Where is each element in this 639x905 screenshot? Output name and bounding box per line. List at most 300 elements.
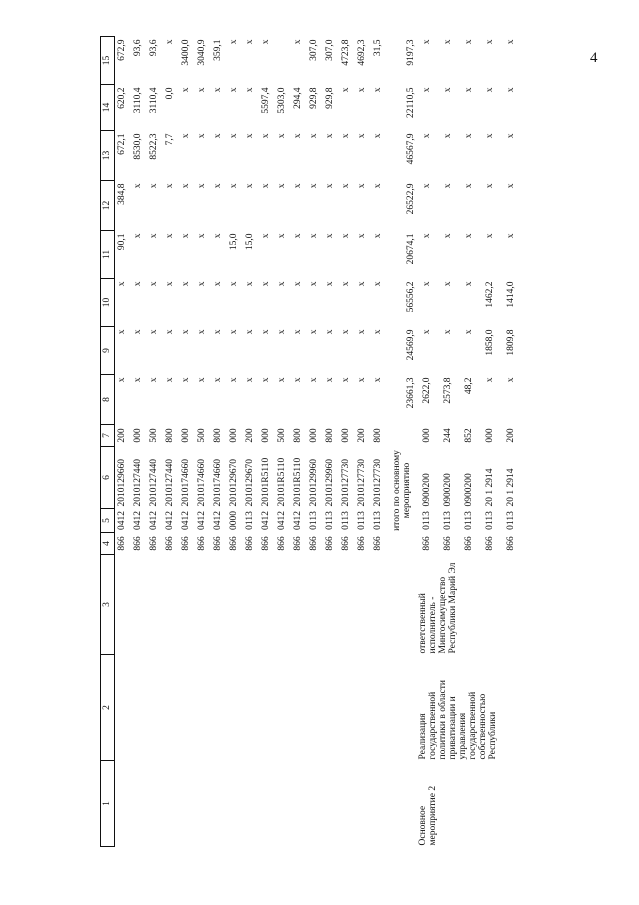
amount-cell: х: [181, 233, 192, 239]
amount-cell: х: [309, 183, 320, 189]
amount-cell: х: [117, 329, 128, 335]
amount-cell: х: [463, 233, 474, 239]
empty-cell: [147, 555, 163, 655]
amount-cell: 7,7: [165, 133, 176, 146]
amount-cell: х: [293, 329, 304, 335]
expense-type-code: 800: [213, 428, 224, 443]
column-header-8: 8: [101, 375, 115, 425]
amount-cell: х: [341, 183, 352, 189]
amount-cell: х: [293, 133, 304, 139]
column-header-3: 3: [101, 555, 115, 655]
section-code: 0412: [133, 511, 144, 530]
empty-cell: [179, 555, 195, 655]
column-header-6: 6: [101, 447, 115, 509]
amount-cell: 3110,4: [133, 87, 144, 114]
expense-type-code: 800: [325, 428, 336, 443]
column-header-12: 12: [101, 181, 115, 231]
amount-cell: х: [463, 281, 474, 287]
amount-cell: х: [309, 233, 320, 239]
amount-cell: х: [165, 377, 176, 383]
amount-cell: х: [421, 233, 432, 239]
grbs-code: 866: [277, 536, 288, 551]
amount-cell: х: [197, 183, 208, 189]
grbs-code: 866: [293, 536, 304, 551]
amount-cell: х: [373, 133, 384, 139]
amount-cell: 4692,3: [357, 39, 368, 66]
expense-type-code: 200: [117, 428, 128, 443]
empty-cell: [243, 655, 259, 761]
measure-name: Основное мероприятие 2: [418, 785, 438, 846]
amount-cell: х: [229, 183, 240, 189]
amount-cell: х: [165, 233, 176, 239]
grbs-code: 866: [117, 536, 128, 551]
target-article-code: 2010129960: [309, 459, 320, 507]
amount-cell: 929,8: [325, 87, 336, 109]
amount-cell: х: [181, 133, 192, 139]
amount-cell: х: [245, 183, 256, 189]
amount-cell: 0,0: [165, 87, 176, 100]
empty-cell: [323, 761, 339, 847]
amount-cell: х: [165, 183, 176, 189]
total-label: итого по основному мероприятию: [391, 450, 412, 531]
amount-cell: х: [309, 329, 320, 335]
column-header-2: 2: [101, 655, 115, 761]
amount-cell: х: [229, 377, 240, 383]
grbs-code: 866: [197, 536, 208, 551]
section-code: 0113: [245, 511, 256, 530]
column-header-10: 10: [101, 279, 115, 327]
expense-type-code: 200: [357, 428, 368, 443]
target-article-code: 2010129670: [245, 459, 256, 507]
table-row: [355, 37, 371, 847]
amount-cell: х: [213, 281, 224, 287]
empty-cell: [195, 761, 211, 847]
target-article-code: 0900200: [463, 473, 474, 507]
target-article-code: 2010129670: [229, 459, 240, 507]
amount-cell: х: [341, 281, 352, 287]
total-amount: 56556,2: [406, 281, 417, 313]
table-row: [179, 37, 195, 847]
section-code: 0113: [484, 511, 495, 530]
amount-cell: х: [325, 183, 336, 189]
amount-cell: 1809,8: [505, 329, 516, 356]
target-article-code: 2010174660: [213, 459, 224, 507]
total-amount: 24569,9: [406, 329, 417, 361]
amount-cell: х: [245, 329, 256, 335]
amount-cell: х: [133, 233, 144, 239]
empty-cell: [179, 761, 195, 847]
section-code: 0412: [149, 511, 160, 530]
empty-cell: [275, 655, 291, 761]
amount-cell: х: [149, 233, 160, 239]
amount-cell: 8530,0: [133, 133, 144, 160]
expense-type-code: 800: [165, 428, 176, 443]
grbs-code: 866: [149, 536, 160, 551]
table-row: [339, 37, 355, 847]
amount-cell: х: [293, 39, 304, 45]
amount-cell: 3400,0: [181, 39, 192, 66]
total-amount: 26522,9: [406, 183, 417, 215]
target-article-code: 0900200: [442, 473, 453, 507]
amount-cell: 359,1: [213, 39, 224, 61]
empty-cell: [179, 655, 195, 761]
table-body: [115, 37, 523, 847]
section-code: 0113: [442, 511, 453, 530]
budget-table: [100, 36, 522, 847]
column-header-11: 11: [101, 231, 115, 279]
section-code: 0113: [373, 511, 384, 530]
expense-type-code: 500: [277, 428, 288, 443]
empty-cell: [371, 761, 387, 847]
amount-cell: х: [133, 183, 144, 189]
amount-cell: х: [357, 87, 368, 93]
amount-cell: 5303,0: [277, 87, 288, 114]
amount-cell: х: [277, 183, 288, 189]
amount-cell: 8522,3: [149, 133, 160, 160]
amount-cell: х: [505, 87, 516, 93]
amount-cell: х: [261, 329, 272, 335]
empty-cell: [147, 655, 163, 761]
header-row: [101, 37, 115, 847]
expense-type-code: 000: [421, 428, 432, 443]
empty-cell: [275, 555, 291, 655]
empty-cell: [115, 655, 132, 761]
amount-cell: х: [373, 87, 384, 93]
amount-cell: х: [181, 377, 192, 383]
amount-cell: х: [442, 87, 453, 93]
amount-cell: х: [341, 233, 352, 239]
expense-type-code: 500: [149, 428, 160, 443]
column-header-4: 4: [101, 533, 115, 555]
empty-cell: [307, 761, 323, 847]
empty-cell: [115, 761, 132, 847]
amount-cell: 93,6: [133, 39, 144, 57]
empty-cell: [323, 655, 339, 761]
column-header-7: 7: [101, 425, 115, 447]
target-article-code: 2010127440: [149, 459, 160, 507]
amount-cell: 1414,0: [505, 281, 516, 308]
grbs-code: 866: [181, 536, 192, 551]
grbs-code: 866: [245, 536, 256, 551]
amount-cell: х: [197, 329, 208, 335]
expense-type-code: 000: [261, 428, 272, 443]
amount-cell: х: [261, 39, 272, 45]
amount-cell: 294,4: [293, 87, 304, 109]
total-amount: 22110,5: [406, 87, 417, 119]
amount-cell: х: [373, 281, 384, 287]
empty-cell: [195, 655, 211, 761]
section-code: 0412: [293, 511, 304, 530]
amount-cell: 929,8: [309, 87, 320, 109]
amount-cell: х: [373, 183, 384, 189]
expense-type-code: 000: [309, 428, 320, 443]
amount-cell: 3040,9: [197, 39, 208, 66]
section-code: 0412: [197, 511, 208, 530]
amount-cell: х: [277, 233, 288, 239]
grbs-code: 866: [309, 536, 320, 551]
empty-cell: [227, 761, 243, 847]
amount-cell: х: [245, 133, 256, 139]
section-code: 0113: [341, 511, 352, 530]
empty-cell: [371, 655, 387, 761]
amount-cell: х: [442, 233, 453, 239]
empty-cell: [291, 555, 307, 655]
section-code: 0113: [325, 511, 336, 530]
target-article-code: 2010129960: [325, 459, 336, 507]
empty-cell: [291, 761, 307, 847]
target-article-code: 2010127440: [133, 459, 144, 507]
table-row: [307, 37, 323, 847]
target-article-code: 20101R5110: [293, 457, 304, 507]
amount-cell: х: [213, 87, 224, 93]
amount-cell: 48,2: [463, 377, 474, 395]
amount-cell: х: [277, 281, 288, 287]
empty-cell: [307, 555, 323, 655]
amount-cell: х: [261, 281, 272, 287]
target-article-code: 0900200: [421, 473, 432, 507]
empty-cell: [339, 655, 355, 761]
amount-cell: 31,5: [373, 39, 384, 57]
amount-cell: х: [442, 329, 453, 335]
empty-cell: [211, 555, 227, 655]
table-row: [259, 37, 275, 847]
expense-type-code: 000: [341, 428, 352, 443]
table-row: [115, 37, 132, 847]
grbs-code: 866: [229, 536, 240, 551]
amount-cell: х: [463, 87, 474, 93]
amount-cell: х: [181, 329, 192, 335]
table-row: [291, 37, 307, 847]
empty-cell: [211, 761, 227, 847]
amount-cell: х: [197, 87, 208, 93]
amount-cell: х: [325, 133, 336, 139]
amount-cell: х: [357, 329, 368, 335]
amount-cell: х: [245, 39, 256, 45]
amount-cell: х: [357, 133, 368, 139]
table-row: [227, 37, 243, 847]
target-article-code: 2010174660: [197, 459, 208, 507]
table-row: [275, 37, 291, 847]
amount-cell: х: [213, 133, 224, 139]
amount-cell: 3110,4: [149, 87, 160, 114]
amount-cell: х: [245, 377, 256, 383]
target-article-code: 20101R5110: [261, 457, 272, 507]
grbs-code: 866: [165, 536, 176, 551]
expense-type-code: 000: [133, 428, 144, 443]
amount-cell: х: [341, 133, 352, 139]
empty-cell: [131, 555, 147, 655]
table-row: [417, 37, 438, 847]
amount-cell: х: [341, 377, 352, 383]
amount-cell: х: [357, 281, 368, 287]
empty-cell: [387, 655, 417, 761]
amount-cell: х: [165, 329, 176, 335]
amount-cell: х: [261, 377, 272, 383]
amount-cell: х: [325, 233, 336, 239]
amount-cell: х: [117, 281, 128, 287]
column-header-15: 15: [101, 37, 115, 85]
amount-cell: х: [197, 377, 208, 383]
grbs-code: 866: [442, 536, 453, 551]
empty-cell: [211, 655, 227, 761]
amount-cell: х: [261, 133, 272, 139]
amount-cell: х: [442, 281, 453, 287]
amount-cell: х: [181, 281, 192, 287]
amount-cell: х: [197, 281, 208, 287]
amount-cell: 1858,0: [484, 329, 495, 356]
amount-cell: х: [463, 39, 474, 45]
amount-cell: 15,0: [229, 233, 240, 251]
empty-cell: [227, 555, 243, 655]
table-row: [131, 37, 147, 847]
measure-executor: ответственный исполнитель - Мингосимущество Республики Марий Эл: [418, 562, 458, 654]
amount-cell: х: [133, 377, 144, 383]
amount-cell: х: [341, 87, 352, 93]
amount-cell: х: [213, 233, 224, 239]
amount-cell: х: [213, 329, 224, 335]
amount-cell: х: [197, 133, 208, 139]
amount-cell: х: [442, 133, 453, 139]
amount-cell: х: [373, 329, 384, 335]
empty-cell: [163, 761, 179, 847]
amount-cell: 307,0: [309, 39, 320, 61]
budget-table-rotated: [100, 37, 620, 847]
amount-cell: х: [149, 377, 160, 383]
amount-cell: х: [442, 39, 453, 45]
grbs-code: 866: [484, 536, 495, 551]
measure-description: Реализация государственной политики в области приватизации и управления государственной собственностью Республики: [418, 680, 498, 760]
amount-cell: х: [165, 281, 176, 287]
amount-cell: х: [181, 87, 192, 93]
page-number: 4: [590, 50, 598, 66]
expense-type-code: 500: [197, 428, 208, 443]
amount-cell: х: [484, 39, 495, 45]
amount-cell: х: [181, 183, 192, 189]
amount-cell: х: [484, 183, 495, 189]
amount-cell: х: [421, 281, 432, 287]
amount-cell: х: [341, 329, 352, 335]
amount-cell: х: [442, 183, 453, 189]
amount-cell: х: [229, 87, 240, 93]
target-article-code: 20 1 2914: [484, 468, 495, 507]
empty-cell: [339, 555, 355, 655]
amount-cell: х: [421, 87, 432, 93]
section-code: 0412: [165, 511, 176, 530]
amount-cell: х: [229, 281, 240, 287]
grbs-code: 866: [213, 536, 224, 551]
grbs-code: 866: [373, 536, 384, 551]
total-row: [387, 37, 417, 847]
amount-cell: х: [484, 233, 495, 239]
amount-cell: х: [213, 183, 224, 189]
expense-type-code: 244: [442, 428, 453, 443]
empty-cell: [163, 655, 179, 761]
target-article-code: 2010129660: [117, 459, 128, 507]
target-article-code: 2010127440: [165, 459, 176, 507]
table-row: [371, 37, 387, 847]
empty-cell: [115, 555, 132, 655]
target-article-code: 20101R5110: [277, 457, 288, 507]
amount-cell: 2622,0: [421, 377, 432, 404]
amount-cell: х: [357, 233, 368, 239]
amount-cell: х: [325, 377, 336, 383]
amount-cell: [275, 37, 291, 85]
empty-cell: [387, 761, 417, 847]
amount-cell: х: [277, 377, 288, 383]
amount-cell: 4723,8: [341, 39, 352, 66]
column-header-14: 14: [101, 85, 115, 131]
amount-cell: х: [421, 39, 432, 45]
section-code: 0113: [357, 511, 368, 530]
amount-cell: 15,0: [245, 233, 256, 251]
amount-cell: х: [117, 377, 128, 383]
empty-cell: [291, 655, 307, 761]
column-header-5: 5: [101, 509, 115, 533]
grbs-code: 866: [261, 536, 272, 551]
grbs-code: 866: [357, 536, 368, 551]
amount-cell: х: [421, 329, 432, 335]
empty-cell: [243, 555, 259, 655]
empty-cell: [259, 655, 275, 761]
grbs-code: 866: [133, 536, 144, 551]
section-code: 0412: [213, 511, 224, 530]
empty-cell: [195, 555, 211, 655]
section-code: 0113: [505, 511, 516, 530]
column-header-9: 9: [101, 327, 115, 375]
empty-cell: [355, 655, 371, 761]
empty-cell: [339, 761, 355, 847]
empty-cell: [131, 761, 147, 847]
amount-cell: х: [133, 281, 144, 287]
grbs-code: 866: [463, 536, 474, 551]
empty-cell: [227, 655, 243, 761]
table-row: [163, 37, 179, 847]
amount-cell: х: [197, 233, 208, 239]
empty-cell: [259, 555, 275, 655]
empty-cell: [323, 555, 339, 655]
amount-cell: 384,8: [117, 183, 128, 205]
expense-type-code: 800: [293, 428, 304, 443]
amount-cell: х: [245, 87, 256, 93]
amount-cell: х: [357, 377, 368, 383]
amount-cell: х: [421, 133, 432, 139]
empty-cell: [371, 555, 387, 655]
amount-cell: х: [325, 329, 336, 335]
empty-cell: [275, 761, 291, 847]
amount-cell: х: [245, 281, 256, 287]
empty-cell: [243, 761, 259, 847]
amount-cell: х: [277, 329, 288, 335]
total-amount: 20674,1: [406, 233, 417, 265]
amount-cell: х: [149, 329, 160, 335]
target-article-code: 2010174660: [181, 459, 192, 507]
grbs-code: 866: [341, 536, 352, 551]
amount-cell: х: [261, 183, 272, 189]
empty-cell: [355, 761, 371, 847]
amount-cell: х: [505, 233, 516, 239]
amount-cell: 307,0: [325, 39, 336, 61]
amount-cell: х: [149, 183, 160, 189]
column-header-13: 13: [101, 131, 115, 181]
expense-type-code: 000: [181, 428, 192, 443]
empty-cell: [259, 761, 275, 847]
amount-cell: х: [463, 183, 474, 189]
amount-cell: х: [463, 329, 474, 335]
target-article-code: 2010127730: [341, 459, 352, 507]
expense-type-code: 000: [484, 428, 495, 443]
amount-cell: х: [325, 281, 336, 287]
section-code: 0412: [117, 511, 128, 530]
